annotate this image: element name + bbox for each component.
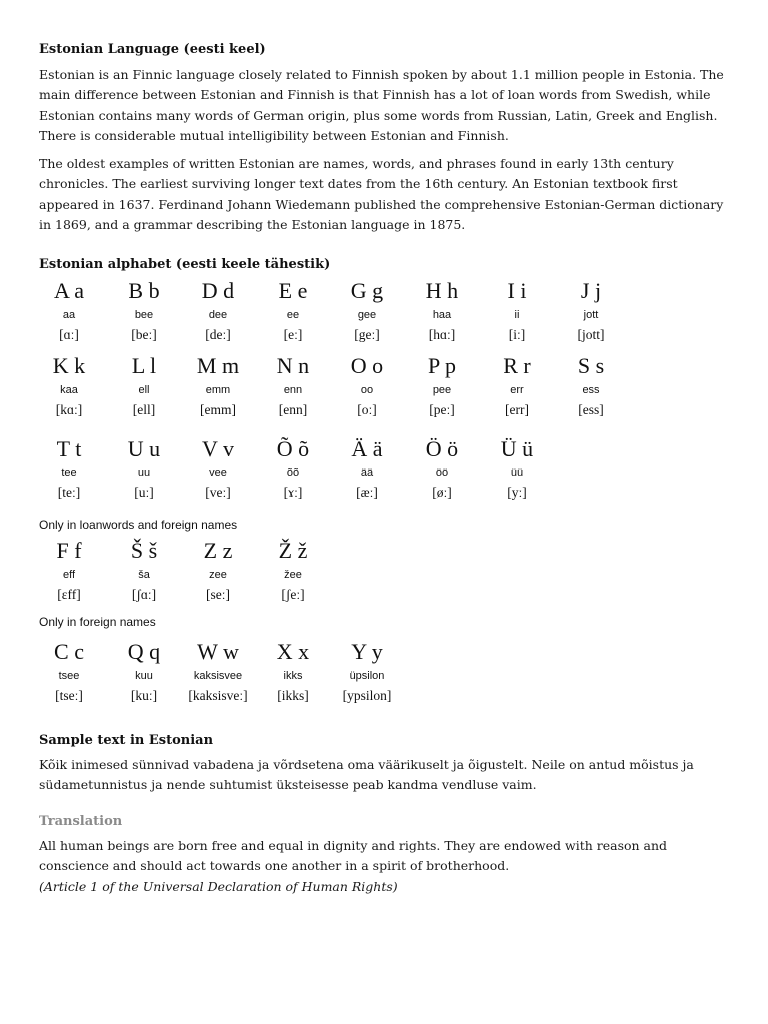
alphabet-cell — [556, 353, 626, 419]
loanwords-note: Only in loanwords and foreign names — [39, 518, 238, 532]
letter-pronunciation: [ʃeː] — [281, 587, 305, 602]
letter-pronunciation: [hɑː] — [428, 327, 456, 342]
letter-glyph: Õ õ — [276, 436, 310, 461]
alphabet-cell — [109, 278, 179, 344]
letter-glyph: A a — [54, 278, 84, 303]
letter-pronunciation: [ikks] — [277, 688, 309, 703]
alphabet-cell — [258, 436, 328, 502]
sample-heading: Sample text in Estonian — [39, 733, 214, 748]
alphabet-cell — [407, 353, 477, 419]
letter-name: enn — [283, 384, 303, 396]
letter-glyph: Q q — [127, 639, 161, 664]
letter-name: emm — [205, 384, 231, 396]
alphabet-cell — [183, 538, 253, 604]
letter-glyph: Z z — [203, 538, 233, 563]
letter-pronunciation: [oː] — [357, 402, 377, 417]
letter-name: haa — [432, 309, 452, 321]
letter-name: bee — [134, 309, 154, 321]
letter-name: kaa — [60, 384, 78, 396]
letter-glyph: P p — [428, 353, 456, 378]
letter-pronunciation: [peː] — [429, 402, 455, 417]
letter-glyph: O o — [350, 353, 384, 378]
letter-glyph: B b — [128, 278, 160, 303]
letter-name: eff — [62, 569, 76, 581]
alphabet-cell — [482, 353, 552, 419]
letter-name: gee — [357, 309, 377, 321]
letter-pronunciation: [ɤː] — [283, 485, 303, 500]
alphabet-cell — [34, 353, 104, 419]
alphabet-cell — [482, 278, 552, 344]
letter-glyph: D d — [201, 278, 235, 303]
letter-name: ää — [360, 467, 374, 479]
alphabet-cell — [332, 639, 402, 705]
letter-pronunciation: [uː] — [134, 485, 154, 500]
letter-pronunciation: [ɑː] — [59, 327, 79, 342]
letter-name: tee — [61, 467, 77, 479]
alphabet-cell — [556, 278, 626, 344]
letter-pronunciation: [ypsilon] — [342, 688, 392, 703]
letter-pronunciation: [emm] — [200, 402, 236, 417]
letter-pronunciation: [æː] — [356, 485, 378, 500]
letter-pronunciation: [kuː] — [130, 688, 158, 703]
letter-name: ša — [138, 569, 150, 581]
letter-pronunciation: [iː] — [508, 327, 526, 342]
alphabet-cell — [34, 278, 104, 344]
alphabet-heading: Estonian alphabet (eesti keele tähestik) — [39, 257, 331, 272]
letter-glyph: H h — [425, 278, 459, 303]
letter-glyph: G g — [350, 278, 384, 303]
alphabet-cell — [183, 436, 253, 502]
letter-pronunciation: [ell] — [132, 402, 156, 417]
letter-pronunciation: [ʃɑː] — [131, 587, 157, 602]
letter-pronunciation: [teː] — [57, 485, 81, 500]
letter-pronunciation: [jott] — [577, 327, 605, 342]
alphabet-cell — [34, 436, 104, 502]
alphabet-cell — [332, 436, 402, 502]
letter-pronunciation: [tseː] — [55, 688, 83, 703]
letter-glyph: M m — [196, 353, 240, 378]
letter-glyph: F f — [56, 538, 82, 563]
letter-glyph: Š š — [130, 538, 158, 563]
letter-glyph: C c — [54, 639, 84, 664]
letter-pronunciation: [yː] — [507, 485, 527, 500]
letter-glyph: U u — [127, 436, 161, 461]
letter-name: žee — [284, 569, 302, 581]
letter-pronunciation: [seː] — [206, 587, 230, 602]
letter-name: ell — [138, 384, 150, 396]
letter-glyph: I i — [507, 278, 527, 303]
translation-block — [39, 836, 729, 897]
letter-name: vee — [209, 467, 227, 479]
letter-glyph: E e — [278, 278, 308, 303]
letter-glyph: Y y — [351, 639, 383, 664]
letter-pronunciation: [eː] — [283, 327, 303, 342]
page-title: Estonian Language (eesti keel) — [39, 42, 266, 57]
letter-name: jott — [583, 309, 599, 321]
letter-name: dee — [208, 309, 228, 321]
letter-glyph: X x — [276, 639, 310, 664]
alphabet-cell — [34, 639, 104, 705]
letter-glyph: Ä ä — [351, 436, 383, 461]
letter-name: kuu — [135, 670, 153, 682]
letter-pronunciation: [øː] — [432, 485, 452, 500]
alphabet-cell — [109, 538, 179, 604]
letter-name: zee — [209, 569, 227, 581]
letter-pronunciation: [err] — [505, 402, 529, 417]
letter-pronunciation: [deː] — [205, 327, 231, 342]
letter-name: uu — [137, 467, 151, 479]
letter-glyph: W w — [197, 639, 239, 664]
letter-glyph: Ž ž — [278, 538, 308, 563]
alphabet-cell — [183, 353, 253, 419]
letter-pronunciation: [enn] — [278, 402, 308, 417]
letter-pronunciation: [ess] — [578, 402, 604, 417]
letter-name: aa — [62, 309, 76, 321]
letter-name: ess — [582, 384, 600, 396]
letter-pronunciation: [kɑː] — [55, 402, 83, 417]
translation-text: All human beings are born free and equal in dignity and rights. They are endowed with reason and conscience and should act towards one another in a spirit of brotherhood. — [39, 838, 668, 874]
alphabet-cell — [407, 436, 477, 502]
letter-pronunciation: [veː] — [205, 485, 231, 500]
letter-name: üpsilon — [349, 670, 385, 682]
history-paragraph: The oldest examples of written Estonian are names, words, and phrases found in early 13th century chronicles. The earliest surviving longer text dates from the 16th century. An Estonian textbook first appeared in 1637. Ferdinand Johann Wiedemann published the comprehensive Estonian-German dictionary in 1869, and a grammar describing the Estonian language in 1875. — [39, 156, 724, 232]
alphabet-cell — [109, 436, 179, 502]
alphabet-cell — [482, 436, 552, 502]
letter-glyph: V v — [202, 436, 234, 461]
letter-glyph: T t — [56, 436, 82, 461]
letter-pronunciation: [ɛff] — [57, 587, 81, 602]
alphabet-cell — [183, 639, 253, 705]
letter-name: pee — [432, 384, 452, 396]
letter-name: ikks — [283, 670, 303, 682]
letter-glyph: L l — [131, 353, 157, 378]
alphabet-cell — [183, 278, 253, 344]
letter-name: üü — [510, 467, 524, 479]
alphabet-cell — [407, 278, 477, 344]
letter-glyph: N n — [276, 353, 310, 378]
letter-glyph: R r — [503, 353, 531, 378]
translation-note: (Article 1 of the Universal Declaration of Human Rights) — [39, 878, 398, 894]
letter-name: tsee — [58, 670, 80, 682]
letter-name: ii — [514, 309, 520, 321]
alphabet-cell — [332, 353, 402, 419]
letter-pronunciation: [geː] — [354, 327, 380, 342]
translation-heading: Translation — [39, 814, 123, 829]
letter-name: ee — [286, 309, 300, 321]
letter-glyph: Ö ö — [425, 436, 459, 461]
alphabet-cell — [34, 538, 104, 604]
alphabet-cell — [332, 278, 402, 344]
intro-paragraph: Estonian is an Finnic language closely related to Finnish spoken by about 1.1 million people in Estonia. The main difference between Estonian and Finnish is that Finnish has a lot of loan words from Swedish, while Estonian contains many words of German origin, plus some words from Russian, Latin, Greek and English. There is considerable mutual intelligibility between Estonian and Finnish. — [39, 67, 724, 143]
letter-name: öö — [435, 467, 449, 479]
letter-pronunciation: [kaksisveː] — [188, 688, 248, 703]
letter-glyph: S s — [577, 353, 605, 378]
alphabet-cell — [258, 278, 328, 344]
letter-name: kaksisvee — [193, 670, 243, 682]
sample-text: Kõik inimesed sünnivad vabadena ja võrdsetena oma väärikuselt ja õigustelt. Neile on antud mõistus ja südametunnistus ja nende suhtumist üksteisesse peab kandma vendluse vaim. — [39, 757, 694, 793]
alphabet-cell — [258, 639, 328, 705]
alphabet-cell — [258, 538, 328, 604]
letter-glyph: J j — [580, 278, 602, 303]
letter-name: oo — [360, 384, 374, 396]
letter-glyph: Ü ü — [500, 436, 534, 461]
letter-pronunciation: [beː] — [131, 327, 157, 342]
alphabet-cell — [258, 353, 328, 419]
foreign-note: Only in foreign names — [39, 615, 156, 629]
alphabet-cell — [109, 639, 179, 705]
letter-name: err — [510, 384, 524, 396]
alphabet-cell — [109, 353, 179, 419]
letter-name: õõ — [286, 467, 300, 479]
letter-glyph: K k — [52, 353, 86, 378]
